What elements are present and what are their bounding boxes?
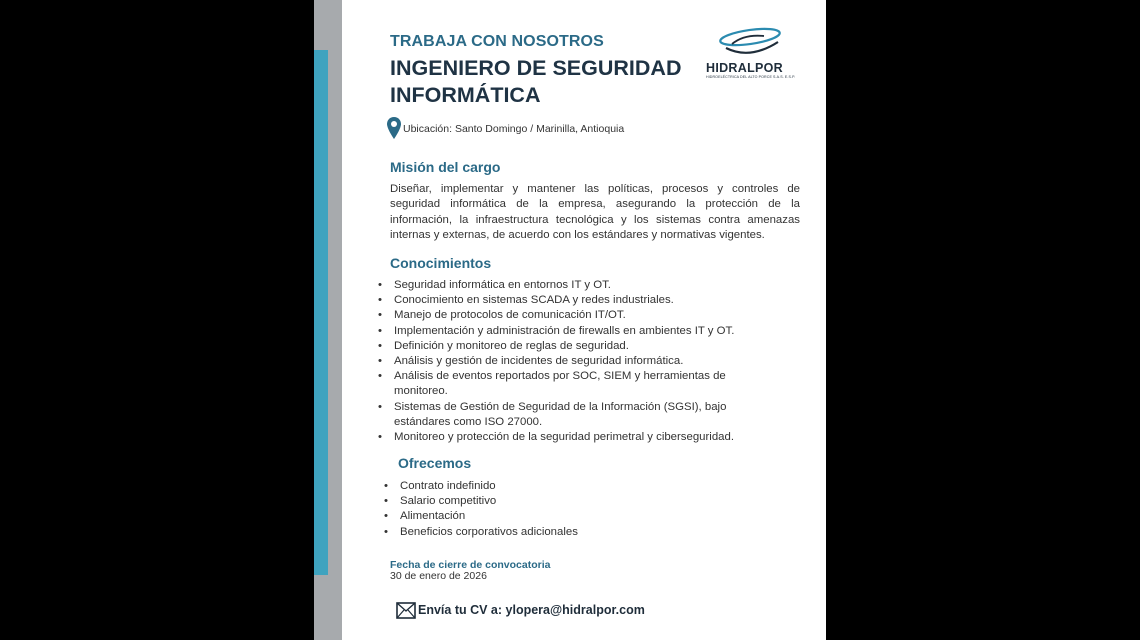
cierre-label: Fecha de cierre de convocatoria xyxy=(390,559,551,571)
ofrecemos-heading: Ofrecemos xyxy=(398,455,472,471)
list-item: • Contrato indefinido xyxy=(384,479,684,494)
mision-heading: Misión del cargo xyxy=(390,159,501,175)
location-pin-icon xyxy=(386,116,402,140)
mision-text: Diseñar, implementar y mantener las políticas, procesos y controles de seguridad informática de la empresa, asegurando la protección de la información, la infraestructura tecnológica y los sistemas contra amenazas internas y externas, de acuerdo con los estándares y normativas vigentes. xyxy=(390,183,800,242)
list-item: • Monitoreo y protección de la seguridad perimetral y ciberseguridad. xyxy=(378,430,758,445)
logo-name: HIDRALPOR xyxy=(706,61,784,75)
logo-tagline: HIDROELÉCTRICA DEL ALTO PORCE S.A.S. E.S.P. xyxy=(706,75,796,79)
list-item: • Análisis de eventos reportados por SOC, SIEM y herramientas de monitoreo. xyxy=(378,369,758,399)
side-bar-teal xyxy=(314,50,328,575)
list-item: • Seguridad informática en entornos IT y OT. xyxy=(378,278,758,293)
list-item: • Sistemas de Gestión de Seguridad de la Información (SGSI), bajo estándares como ISO 27000. xyxy=(378,400,758,430)
conocimientos-list xyxy=(378,278,758,445)
cierre-date: 30 de enero de 2026 xyxy=(390,570,487,582)
mail-icon xyxy=(396,602,416,619)
ofrecemos-list xyxy=(384,479,684,540)
contact-email-text[interactable]: Envía tu CV a: ylopera@hidralpor.com xyxy=(418,603,645,617)
list-item: • Alimentación xyxy=(384,509,684,524)
job-flyer xyxy=(314,0,826,640)
list-item: • Salario competitivo xyxy=(384,494,684,509)
list-item: • Definición y monitoreo de reglas de seguridad. xyxy=(378,339,758,354)
conocimientos-heading: Conocimientos xyxy=(390,255,492,271)
page-title: INGENIERO DE SEGURIDAD INFORMÁTICA xyxy=(390,56,682,107)
kicker-text: TRABAJA CON NOSOTROS xyxy=(390,33,604,50)
list-item: • Análisis y gestión de incidentes de seguridad informática. xyxy=(378,354,758,369)
list-item: • Implementación y administración de firewalls en ambientes IT y OT. xyxy=(378,324,758,339)
list-item: • Conocimiento en sistemas SCADA y redes industriales. xyxy=(378,293,758,308)
location-text: Ubicación: Santo Domingo / Marinilla, Antioquia xyxy=(403,123,625,135)
list-item: • Manejo de protocolos de comunicación IT/OT. xyxy=(378,308,758,323)
list-item: • Beneficios corporativos adicionales xyxy=(384,525,684,540)
